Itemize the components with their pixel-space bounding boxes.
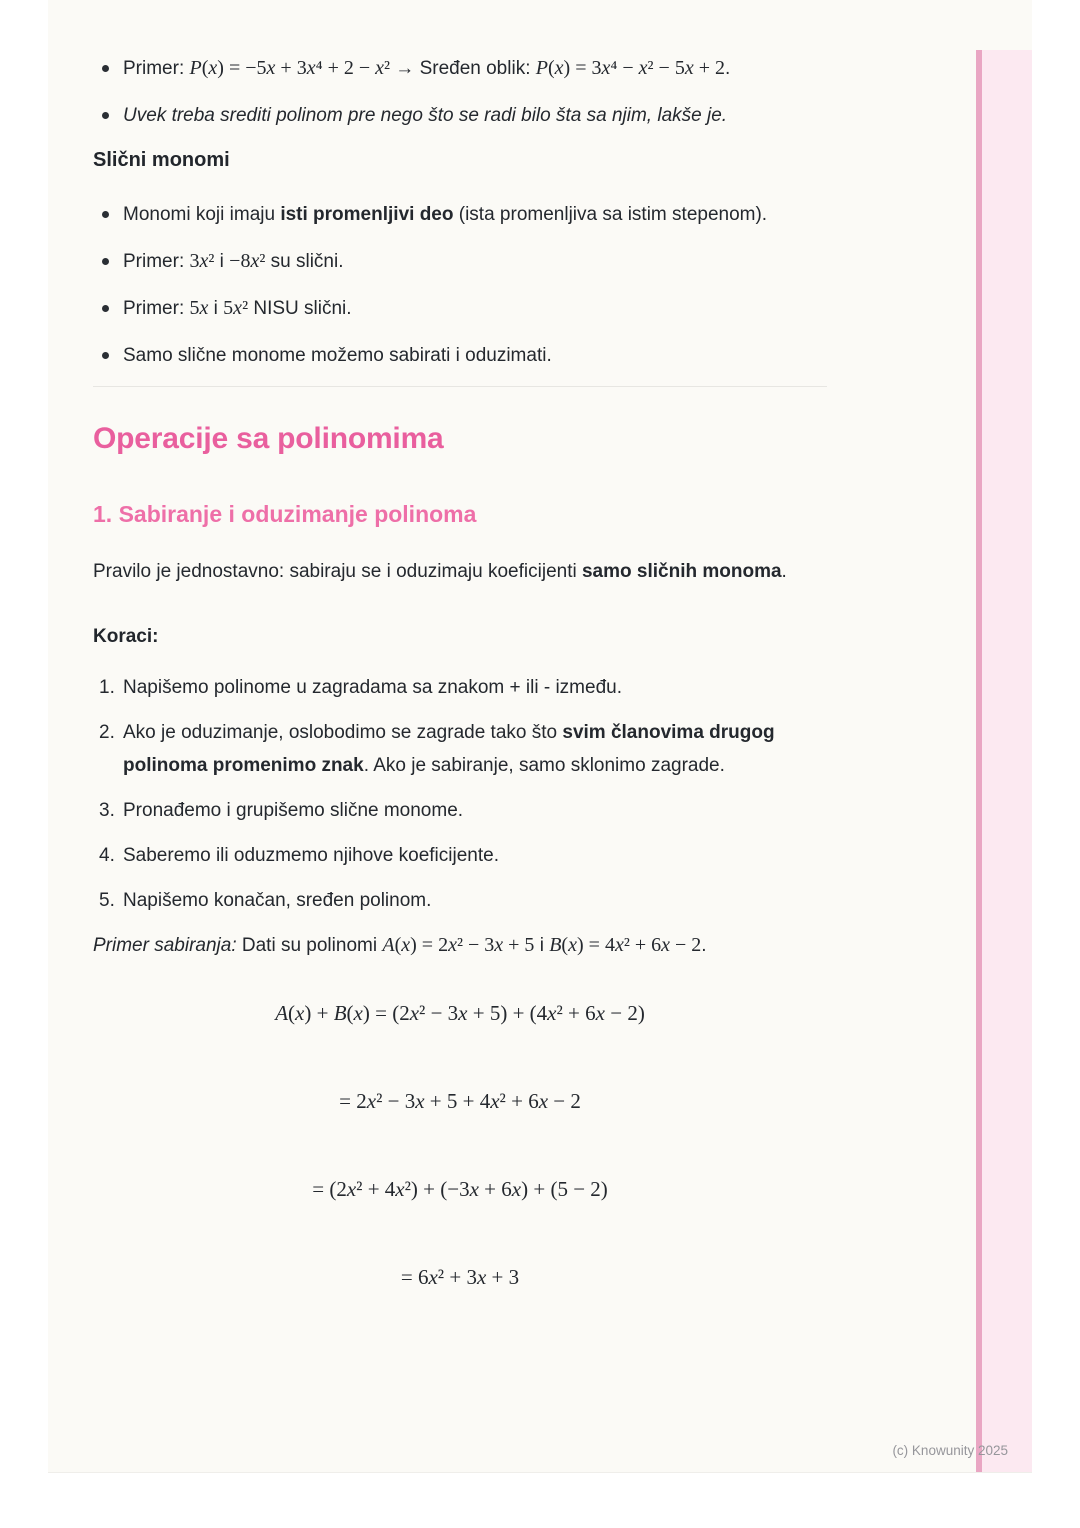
- equation-line-2: = 2x² − 3x + 5 + 4x² + 6x − 2: [339, 1089, 581, 1113]
- bullet-text-suffix: .: [725, 58, 731, 79]
- bullet-text-mid: i: [208, 298, 224, 319]
- bullet-dot-icon: [102, 65, 109, 72]
- heading-koraci: Koraci:: [93, 626, 159, 647]
- inline-math-B-polynomial: B(x) = 4x² + 6x − 2: [549, 934, 702, 956]
- step-number: 5.: [99, 890, 115, 911]
- step-text-pre: Ako je oduzimanje, oslobodimo se zagrade tako što: [123, 722, 563, 743]
- primer-label: Primer sabiranja:: [93, 935, 237, 956]
- inline-math-A-polynomial: A(x) = 2x² − 3x + 5: [382, 934, 535, 956]
- bullet-text-post: su slični.: [265, 251, 344, 272]
- bullet-sredjen-oblik-primer: [93, 52, 827, 85]
- step-text-bold: svim članovima drugog polinoma promenimo znak: [123, 722, 775, 776]
- step-text-post: . Ako je sabiranje, samo sklonimo zagrade.: [363, 755, 725, 776]
- step-text-pre: Napišemo konačan, sređen polinom.: [123, 890, 432, 911]
- decorative-pink-stripe: [976, 50, 1032, 1472]
- bullet-text-arrow: → Sređen oblik:: [390, 58, 536, 79]
- bullet-dot-icon: [102, 211, 109, 218]
- paragraph-text-bold: samo sličnih monoma: [581, 561, 782, 582]
- equation-line-4: = 6x² + 3x + 3: [400, 1265, 520, 1289]
- slicni-monomi-bullet-list: [93, 198, 827, 372]
- step-item-3: [93, 794, 827, 827]
- bullet-samo-slicne: [93, 339, 827, 372]
- copyright-footer: (c) Knowunity 2025: [892, 1443, 1008, 1458]
- bullet-uvek-srediti: [93, 99, 827, 132]
- bullet-text-pre: Primer:: [123, 251, 190, 272]
- step-item-5: [93, 884, 827, 917]
- equation-line-1: A(x) + B(x) = (2x² − 3x + 5) + (4x² + 6x − 2): [275, 1001, 645, 1025]
- bullet-text-pre: Monomi koji imaju: [123, 204, 281, 225]
- document-page: [48, 0, 1032, 1473]
- inline-math-monomial-1: 3x²: [189, 250, 215, 272]
- paragraph-text-pre: Pravilo je jednostavno: sabiraju se i oduzimaju koeficijenti: [93, 561, 582, 582]
- primer-text-post: .: [701, 935, 707, 956]
- step-number: 1.: [99, 677, 115, 698]
- intro-bullet-list: [93, 52, 827, 132]
- section-divider: [93, 386, 827, 387]
- bullet-text-pre: Primer:: [123, 298, 190, 319]
- inline-math-monomial-3: 5x: [189, 297, 209, 319]
- steps-list: [93, 671, 827, 917]
- heading-slicni-monomi: Slični monomi: [93, 149, 230, 171]
- page-content: [93, 0, 827, 1292]
- bullet-text-bold: isti promenljivi deo: [280, 204, 454, 225]
- bullet-dot-icon: [102, 352, 109, 359]
- step-text-pre: Saberemo ili oduzmemo njihove koeficijente.: [123, 845, 499, 866]
- bullet-isti-promenljivi-deo: [93, 198, 827, 231]
- bullet-text-post: NISU slični.: [248, 298, 352, 319]
- bullet-dot-icon: [102, 112, 109, 119]
- step-item-2: [93, 716, 827, 782]
- step-item-4: [93, 839, 827, 872]
- primer-text-mid: i: [534, 935, 550, 956]
- paragraph-text-post: .: [781, 561, 787, 582]
- inline-math-polynomial-sorted: P(x) = 3x⁴ − x² − 5x + 2: [535, 57, 725, 79]
- step-number: 3.: [99, 800, 115, 821]
- bullet-text-mid: i: [214, 251, 230, 272]
- section-heading-sabiranje: 1. Sabiranje i oduzimanje polinoma: [93, 501, 477, 527]
- bullet-primer-slicni: [93, 245, 827, 278]
- inline-math-monomial-2: −8x²: [229, 250, 266, 272]
- bullet-text-post: (ista promenljiva sa istim stepenom).: [453, 204, 768, 225]
- step-text-pre: Pronađemo i grupišemo slične monome.: [123, 800, 464, 821]
- page-title-operacije: Operacije sa polinomima: [93, 422, 444, 455]
- bullet-dot-icon: [102, 305, 109, 312]
- step-number: 4.: [99, 845, 115, 866]
- inline-math-polynomial-unsorted: P(x) = −5x + 3x⁴ + 2 − x²: [189, 57, 391, 79]
- step-text-pre: Napišemo polinome u zagradama sa znakom + ili - između.: [123, 677, 622, 698]
- bullet-text-prefix: Primer:: [123, 58, 190, 79]
- equation-line-3: = (2x² + 4x²) + (−3x + 6x) + (5 − 2): [312, 1177, 608, 1201]
- bullet-text: Samo slične monome možemo sabirati i oduzimati.: [123, 345, 552, 366]
- step-item-1: [93, 671, 827, 704]
- paragraph-pravilo: [93, 555, 827, 588]
- bullet-primer-nisu-slicni: [93, 292, 827, 325]
- paragraph-primer-sabiranja: [93, 929, 827, 962]
- bullet-dot-icon: [102, 258, 109, 265]
- step-number: 2.: [99, 722, 115, 743]
- inline-math-monomial-4: 5x²: [223, 297, 249, 319]
- bullet-text-italic: Uvek treba srediti polinom pre nego što se radi bilo šta sa njim, lakše je.: [123, 105, 728, 126]
- primer-text-pre: Dati su polinomi: [236, 935, 383, 956]
